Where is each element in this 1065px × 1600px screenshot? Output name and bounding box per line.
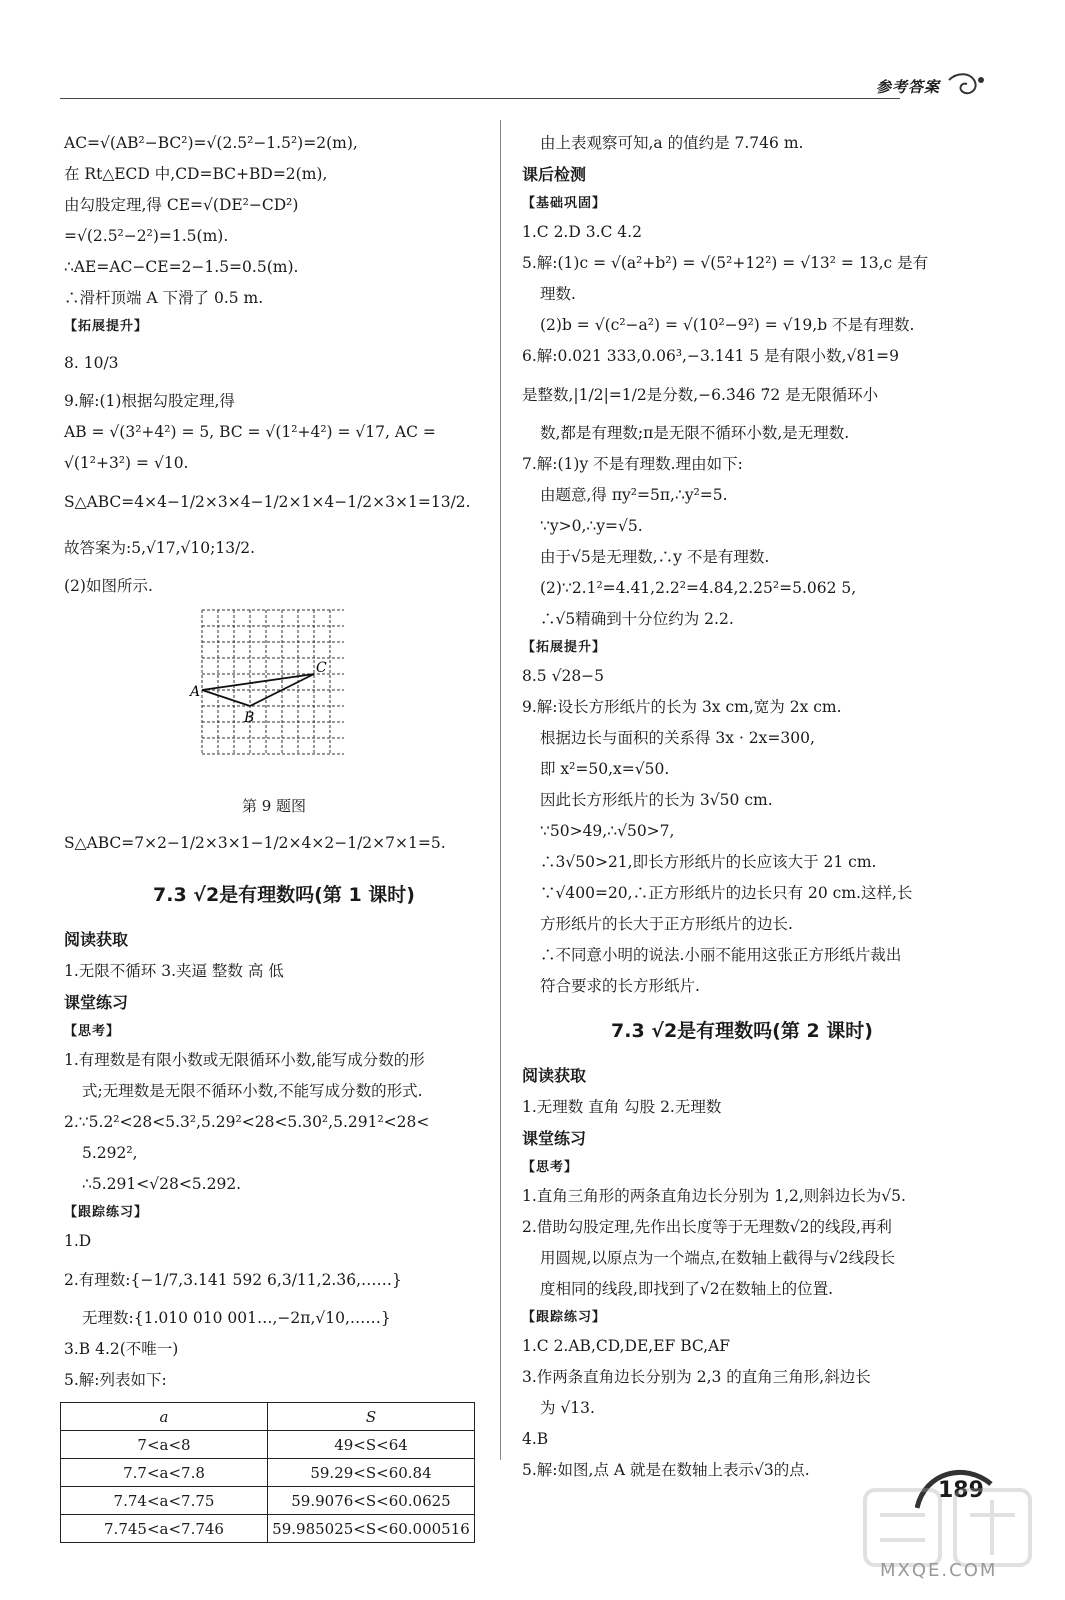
page-number: 189 [938,1478,984,1503]
text-line: 2.∵5.2²<28<5.3²,5.29²<28<5.30²,5.291²<28< [64,1113,430,1131]
section-tag: 【思考】 [522,1160,579,1175]
table-cell: 7.74<a<7.75 [61,1487,268,1515]
text-line: 1.C 2.AB,CD,DE,EF BC,AF [522,1337,731,1355]
table-cell: 59.29<S<60.84 [268,1459,475,1487]
text-line: ∴滑杆顶端 A 下滑了 0.5 m. [64,289,264,307]
text-line: 用圆规,以原点为一个端点,在数轴上截得与√2线段长 [540,1249,896,1267]
vertex-label-b: B [244,710,255,726]
table-cell: 49<S<64 [268,1431,475,1459]
section-tag: 【基础巩固】 [522,196,607,211]
section-tag: 【拓展提升】 [522,640,607,655]
table-cell: 59.9076<S<60.0625 [268,1487,475,1515]
grid-figure [184,602,504,792]
section-tag: 【跟踪练习】 [522,1310,607,1325]
text-line: 无理数:{1.010 010 001…,−2π,√10,……} [82,1309,391,1327]
text-line: 9.解:设长方形纸片的长为 3x cm,宽为 2x cm. [522,698,842,716]
section-tag: 【跟踪练习】 [64,1205,149,1220]
answer-line: 8. 10/3 [64,354,119,372]
text-line: 6.解:0.021 333,0.06³,−3.141 5 是有限小数,√81=9 [522,347,899,365]
text-line: S△ABC=7×2−1/2×3×1−1/2×4×2−1/2×7×1=5. [64,834,446,852]
table-cell: 7.7<a<7.8 [61,1459,268,1487]
text-line: S△ABC=4×4−1/2×3×4−1/2×1×4−1/2×3×1=13/2. [64,493,471,511]
text-line: 式;无理数是无限不循环小数,不能写成分数的形式. [82,1082,423,1100]
table-header-row [61,1403,475,1431]
table-header-cell: a [61,1403,268,1431]
text-line: 度相同的线段,即找到了√2在数轴上的位置. [540,1280,834,1298]
text-line: 1.C 2.D 3.C 4.2 [522,223,642,241]
text-line: 1.直角三角形的两条直角边长分别为 1,2,则斜边长为√5. [522,1187,906,1205]
text-line: 因此长方形纸片的长为 3√50 cm. [540,791,773,809]
text-line: 3.B 4.2(不唯一) [64,1340,179,1358]
text-line: 根据边长与面积的关系得 3x · 2x=300, [540,729,815,747]
text-line: 1.无限不循环 3.夹逼 整数 高 低 [64,962,284,980]
text-line: 方形纸片的长大于正方形纸片的边长. [540,915,793,933]
vertex-label-a: A [190,684,201,700]
subsection-title: 课后检测 [522,165,587,184]
left-column [64,128,504,1543]
table-row [61,1459,475,1487]
text-line: 5.292², [82,1144,138,1162]
subsection-title: 阅读获取 [64,930,129,949]
table-row [61,1487,475,1515]
answer-table [60,1402,475,1543]
text-line: 1.D [64,1232,92,1250]
text-line: =√(2.5²−2²)=1.5(m). [64,227,229,245]
swirl-ornament-icon [945,70,987,102]
text-line: 5.解:如图,点 A 就是在数轴上表示√3的点. [522,1461,810,1479]
text-line: 由上表观察可知,a 的值约是 7.746 m. [540,134,804,152]
text-line: ∴√5精确到十分位约为 2.2. [540,610,734,628]
section-tag: 【思考】 [64,1024,121,1039]
text-line: 由于√5是无理数,∴y 不是有理数. [540,548,770,566]
text-line: 符合要求的长方形纸片. [540,977,700,995]
table-row [61,1515,475,1543]
text-line: 5.解:(1)c = √(a²+b²) = √(5²+12²) = √13² = 13,c 是有 [522,254,929,272]
text-line: √(1²+3²) = √10. [64,454,189,472]
text-line: 3.作两条直角边长分别为 2,3 的直角三角形,斜边长 [522,1368,871,1386]
table-cell: 7<a<8 [61,1431,268,1459]
text-line: 即 x²=50,x=√50. [540,760,670,778]
section-title: 7.3 √2是有理数吗(第 1 课时) [153,884,415,906]
text-line: ∴不同意小明的说法.小丽不能用这张正方形纸片裁出 [540,946,902,964]
subsection-title: 课堂练习 [64,993,129,1012]
text-line: 在 Rt△ECD 中,CD=BC+BD=2(m), [64,165,328,183]
text-line: (2)如图所示. [64,577,153,595]
text-line: 是整数,|1/2|=1/2是分数,−6.3̇46 7̇2 是无限循环小 [522,386,879,404]
header-rule [60,98,900,99]
text-line: 5.解:列表如下: [64,1371,167,1389]
text-line: 1.有理数是有限小数或无限循环小数,能写成分数的形 [64,1051,425,1069]
text-line: 数,都是有理数;π是无限不循环小数,是无理数. [540,424,850,442]
text-line: 由题意,得 πy²=5π,∴y²=5. [540,486,728,504]
text-line: ∵√400=20,∴正方形纸片的边长只有 20 cm.这样,长 [540,884,913,902]
text-line: 1.无理数 直角 勾股 2.无理数 [522,1098,722,1116]
text-line: 理数. [540,285,576,303]
text-line: 9.解:(1)根据勾股定理,得 [64,392,235,410]
text-line: AC=√(AB²−BC²)=√(2.5²−1.5²)=2(m), [64,134,358,152]
text-line: 4.B [522,1430,549,1448]
text-line: 故答案为:5,√17,√10;13/2. [64,539,256,557]
text-line: 为 √13. [540,1399,595,1417]
header-title: 参考答案 [875,78,940,96]
text-line: ∵50>49,∴√50>7, [540,822,675,840]
section-title: 7.3 √2是有理数吗(第 2 课时) [611,1020,873,1042]
table-header-cell: S [268,1403,475,1431]
text-line: (2)b = √(c²−a²) = √(10²−9²) = √19,b 不是有理数. [540,316,915,334]
subsection-title: 课堂练习 [522,1129,587,1148]
right-column [522,128,962,1486]
table-cell: 7.745<a<7.746 [61,1515,268,1543]
watermark-text: MXQE.COM [880,1560,998,1581]
text-line: ∵y>0,∴y=√5. [540,517,643,535]
figure-caption: 第 9 题图 [241,797,307,815]
grid-diagram [184,602,344,782]
subsection-title: 阅读获取 [522,1066,587,1085]
text-line: 8.5 √28−5 [522,667,605,685]
table-cell: 59.985025<S<60.000516 [268,1515,475,1543]
text-line: (2)∵2.1²=4.41,2.2²=4.84,2.25²=5.062 5, [540,579,857,597]
vertex-label-c: C [316,660,327,676]
page-header [60,70,1005,106]
text-line: 2.借助勾股定理,先作出长度等于无理数√2的线段,再利 [522,1218,892,1236]
text-line: 2.有理数:{−1/7,3.141 592 6,3/11,2.3̇6̇,……} [64,1271,402,1289]
text-line: ∴3√50>21,即长方形纸片的长应该大于 21 cm. [540,853,877,871]
section-tag: 【拓展提升】 [64,319,149,334]
text-line: AB = √(3²+4²) = 5, BC = √(1²+4²) = √17, AC = [64,423,436,441]
text-line: 由勾股定理,得 CE=√(DE²−CD²) [64,196,299,214]
table-row [61,1431,475,1459]
text-line: ∴5.291<√28<5.292. [82,1175,242,1193]
text-line: ∴AE=AC−CE=2−1.5=0.5(m). [64,258,299,276]
text-line: 7.解:(1)y 不是有理数.理由如下: [522,455,743,473]
